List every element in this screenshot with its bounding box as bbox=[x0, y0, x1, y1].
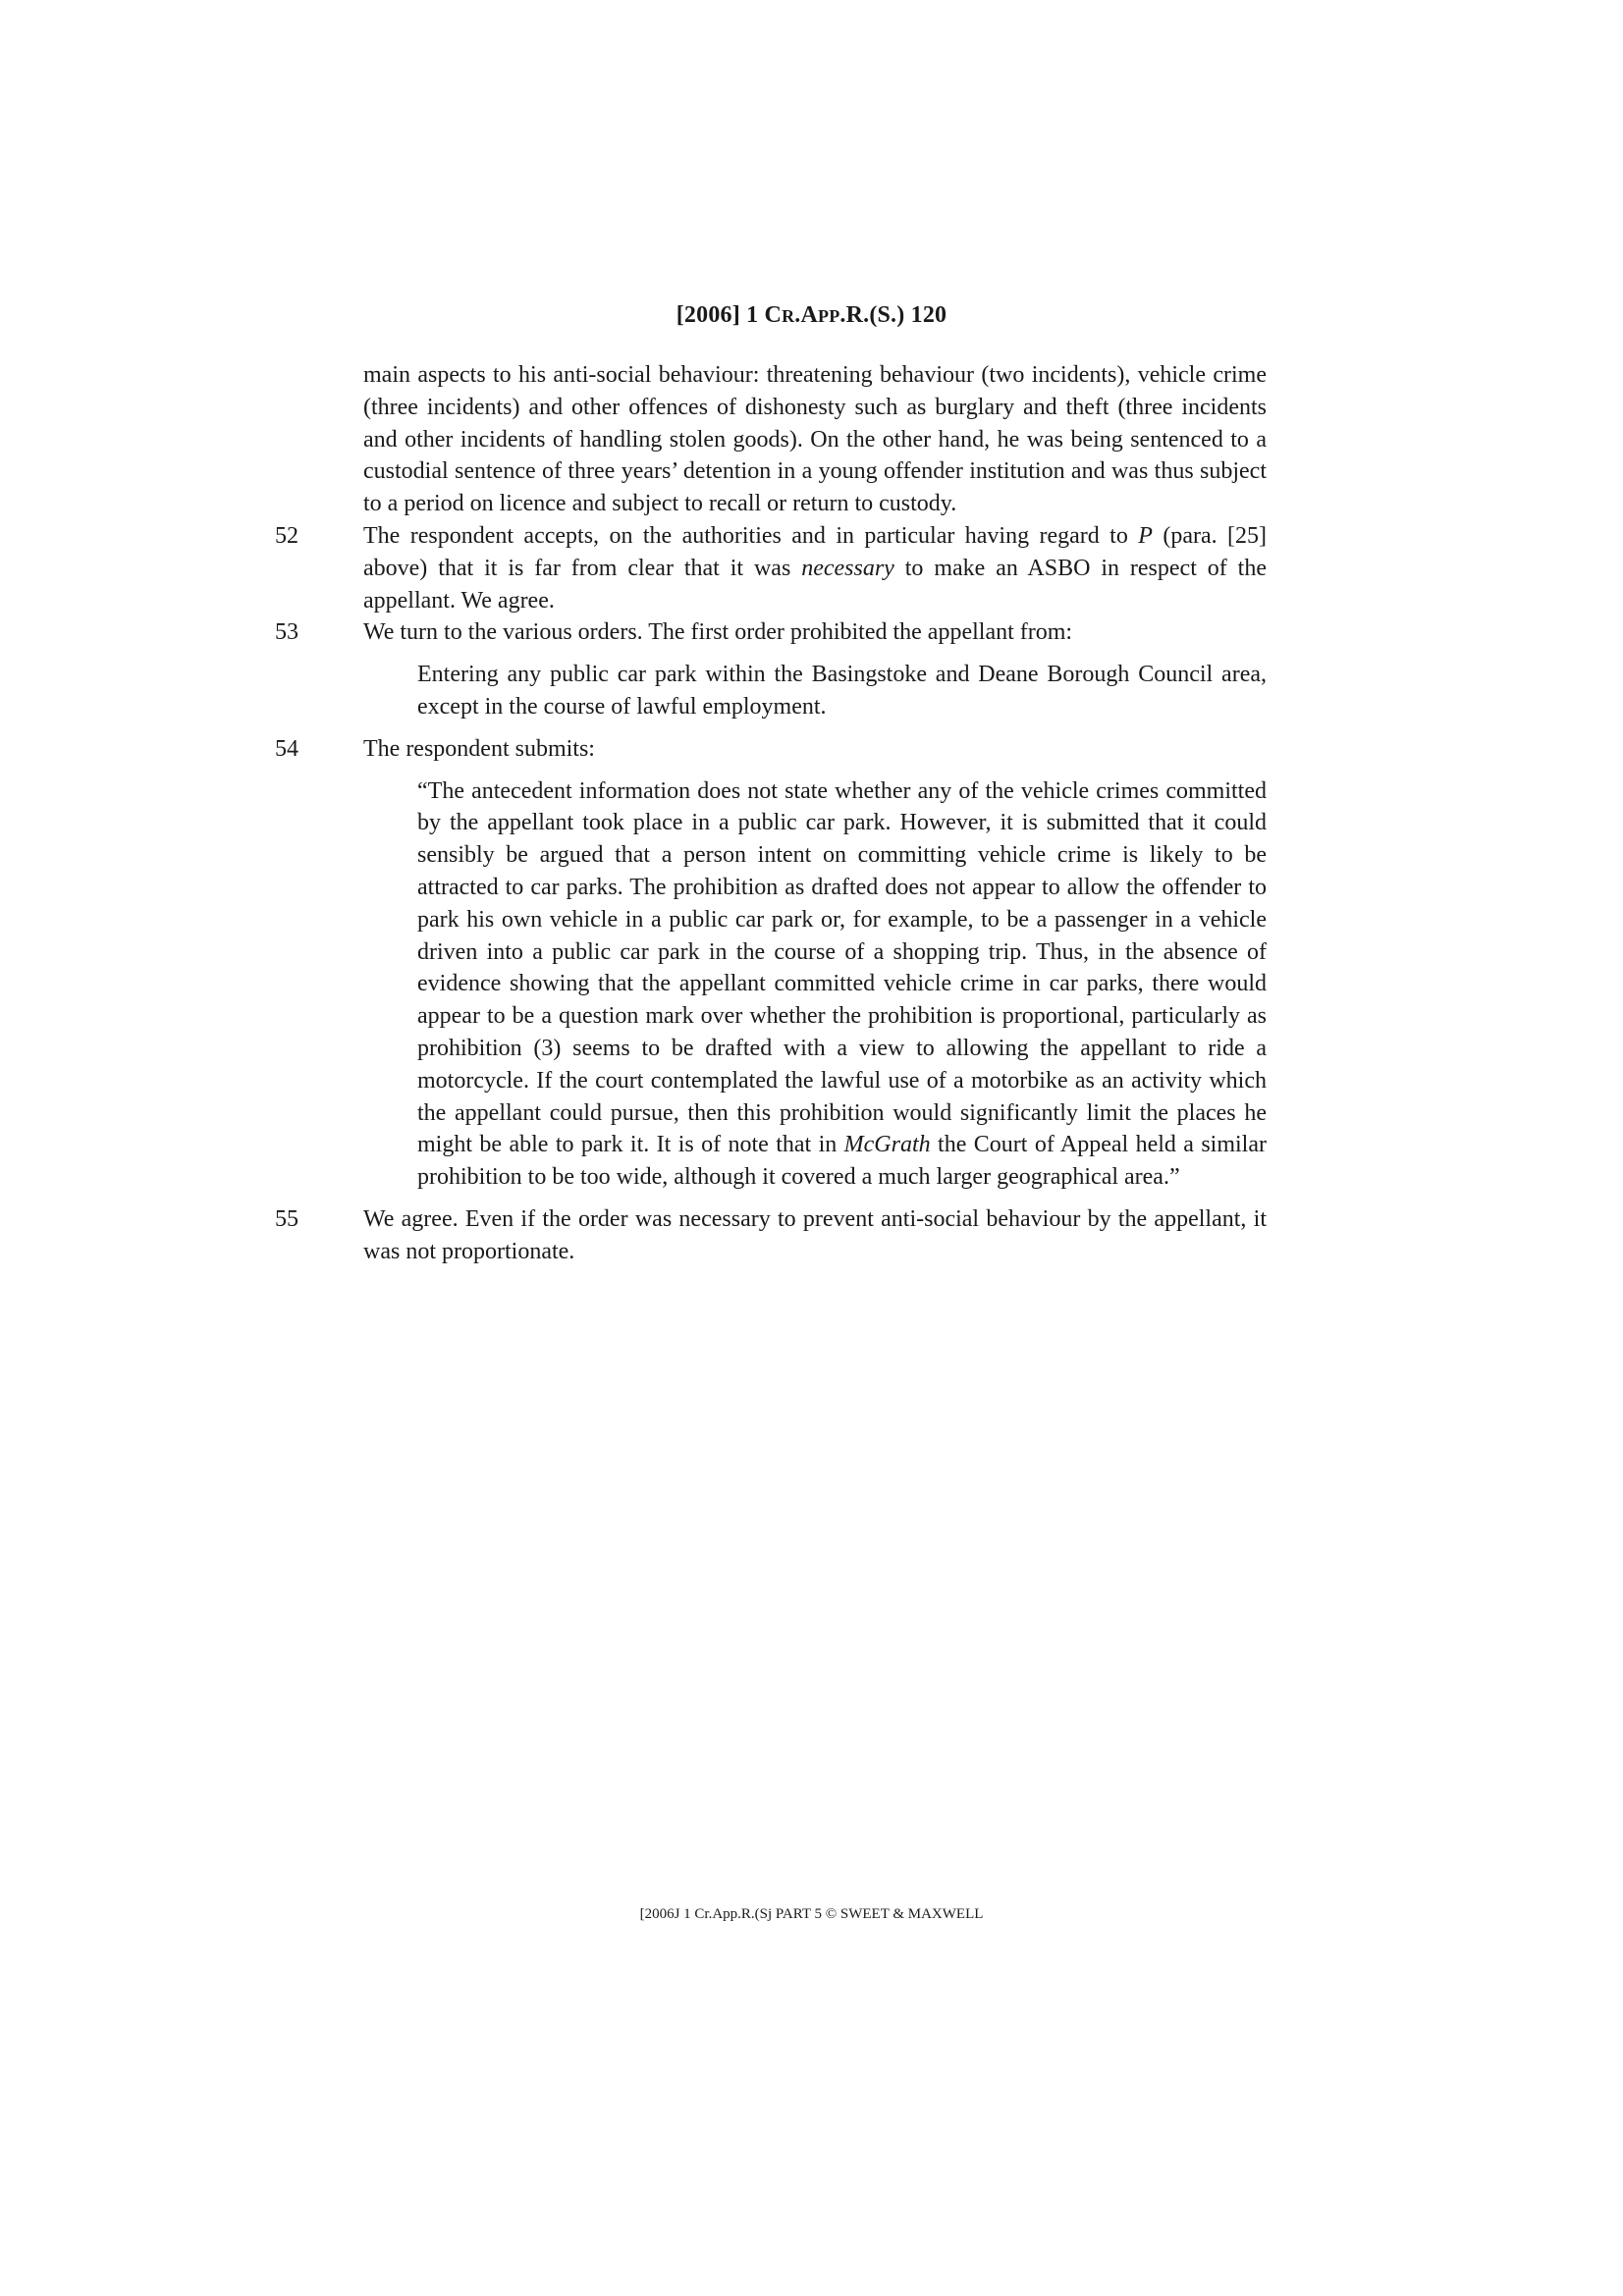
order-quote: Entering any public car park within the Basingstoke and Deane Borough Council area, except in the course of lawful employment. bbox=[417, 662, 1267, 720]
text-run: “The antecedent information does not state whether any of the vehicle crimes committed by the appellant took place in a public car park. However, it is submitted that it could sensibly be argued that a person intent on committing vehicle crime is likely to be attracted to car parks. The prohibition as drafted does not appear to allow the offender to park his own vehicle in a public car park or, for example, to be a passenger in a vehicle driven into a public car park in the course of a shopping trip. Thus, in the absence of evidence showing that the appellant committed vehicle crime in car parks, there would appear to be a question mark over whether the prohibition is proportional, particularly as prohibition (3) seems to be drafted with a view to allowing the appellant to ride a motorcycle. If the court contemplated the lawful use of a motorbike as an activity which the appellant could pursue, then this prohibition would significantly limit the places he might be able to park it. It is of note that in bbox=[417, 777, 1267, 1158]
paragraph-52 bbox=[275, 520, 1268, 616]
paragraph-text: We turn to the various orders. The first order prohibited the appellant from: bbox=[363, 619, 1073, 646]
header-citation-b: R bbox=[782, 306, 795, 326]
case-name-italic: P bbox=[1138, 522, 1153, 549]
paragraph-number: 52 bbox=[275, 522, 298, 549]
paragraph-number: 54 bbox=[275, 735, 298, 762]
paragraph-number: 53 bbox=[275, 619, 298, 646]
submission-quote bbox=[417, 775, 1267, 1194]
text-run: (para. [25] above) that it is far from clear that it was bbox=[363, 522, 1268, 581]
emphasis-italic: necessary bbox=[801, 555, 894, 581]
text-run: the Court of Appeal held a similar prohibition to be too wide, although it covered a much larger geographical area.” bbox=[417, 1132, 1267, 1191]
paragraph-number: 55 bbox=[275, 1205, 298, 1232]
text-run: to make an ASBO in respect of the appellant. We agree. bbox=[363, 555, 1267, 614]
paragraph-53 bbox=[275, 616, 1267, 722]
header-citation-c: .A bbox=[794, 302, 818, 328]
header-citation-e: .R.(S.) 120 bbox=[839, 302, 947, 328]
header-citation-a: [2006] 1 C bbox=[676, 302, 783, 328]
paragraph-continuation: main aspects to his anti-social behaviour: threatening behaviour (two incidents), vehicle crime (three incidents) and other offences of dishonesty such as burglary and theft (three incidents and other incidents of handling stolen goods). On the other hand, he was being sentenced to a custodial sentence of three years’ detention in a young offender institution and was thus subject to a period on licence and subject to recall or return to custody. bbox=[363, 362, 1267, 517]
paragraph-text: The respondent submits: bbox=[363, 735, 595, 762]
header-citation-d: PP bbox=[818, 306, 840, 326]
paragraph-text bbox=[363, 520, 1267, 616]
page-header bbox=[0, 302, 1623, 329]
judgment-body bbox=[275, 359, 1268, 1268]
paragraph-text: We agree. Even if the order was necessary to prevent anti-social behaviour by the appellant, it was not proportionate. bbox=[363, 1205, 1267, 1264]
case-name-italic: McGrath bbox=[843, 1132, 931, 1158]
paragraph-54 bbox=[275, 733, 1267, 1194]
text-run: The respondent accepts, on the authorities and in particular having regard to bbox=[363, 522, 1139, 549]
page-footer: [2006J 1 Cr.App.R.(Sj PART 5 © SWEET & MAXWELL bbox=[639, 1906, 984, 1922]
paragraph-55 bbox=[275, 1203, 1267, 1268]
